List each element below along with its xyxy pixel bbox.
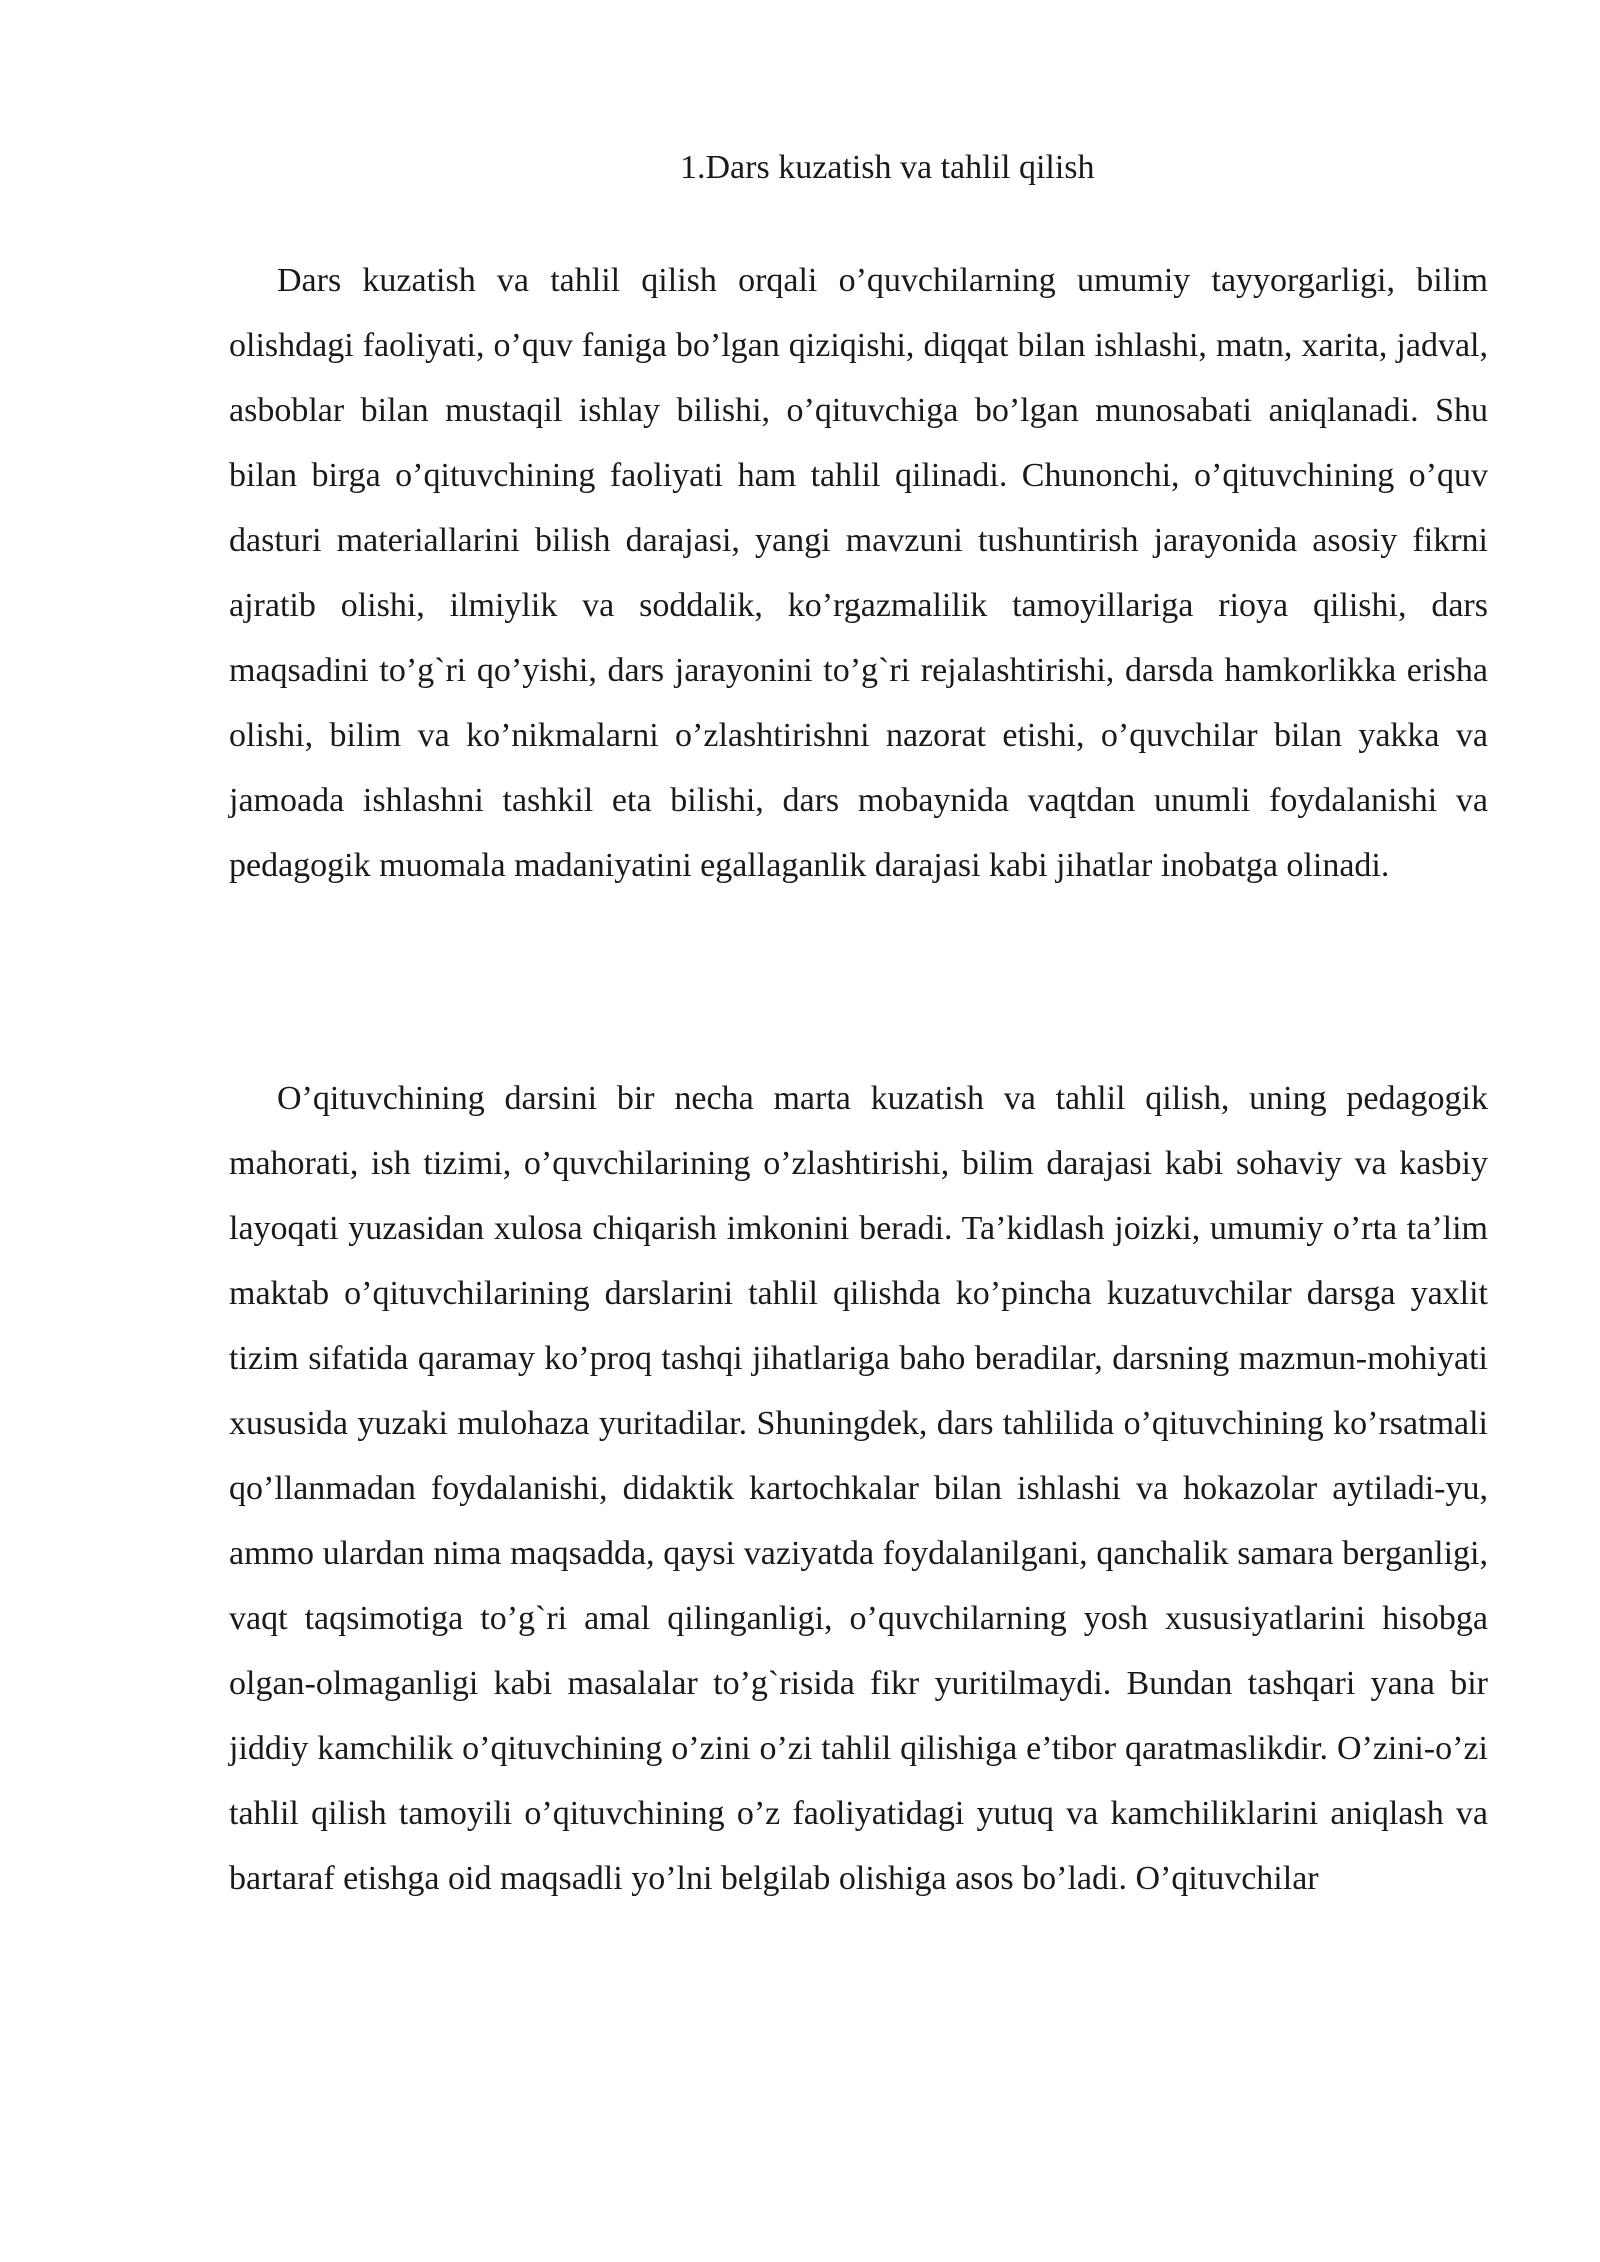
document-title: 1.Dars kuzatish va tahlil qilish xyxy=(680,149,1095,186)
paragraph-1: Dars kuzatish va tahlil qilish orqali o’quvchilarning umumiy tayyorgarligi, bilim olishdagi faoliyati, o’quv faniga bo’lgan qiziqishi, diqqat bilan ishlashi, matn, xarita, jadval, asboblar bilan mustaqil ishlay bilishi, o’qituvchiga bo’lgan munosabati aniqlanadi. Shu bilan birga o’qituvchining faoliyati ham tahlil qilinadi. Chunonchi, o’qituvchining o’quv dasturi materiallarini bilish darajasi, yangi mavzuni tushuntirish jarayonida asosiy fikrni ajratib olishi, ilmiylik va soddalik, ko’rgazmalilik tamoyillariga rioya qilishi, dars maqsadini to’g`ri qo’yishi, dars jarayonini to’g`ri rejalashtirishi, darsda hamkorlikka erisha olishi, bilim va ko’nikmalarni o’zlashtirishni nazorat etishi, o’quvchilar bilan yakka va jamoada ishlashni tashkil eta bilishi, dars mobaynida vaqtdan unumli foydalanishi va pedagogik muomala madaniyatini egallaganlik darajasi kabi jihatlar inobatga olinadi. xyxy=(229,262,1488,884)
paragraph-2: O’qituvchining darsini bir necha marta kuzatish va tahlil qilish, uning pedagogik mahorati, ish tizimi, o’quvchilarining o’zlashtirishi, bilim darajasi kabi sohaviy va kasbiy layoqati yuzasidan xulosa chiqarish imkonini beradi. Ta’kidlash joizki, umumiy o’rta ta’lim maktab o’qituvchilarining darslarini tahlil qilishda ko’pincha kuzatuvchilar darsga yaxlit tizim sifatida qaramay ko’proq tashqi jihatlariga baho beradilar, darsning mazmun-mohiyati xususida yuzaki mulohaza yuritadilar. Shuningdek, dars tahlilida o’qituvchining ko’rsatmali qo’llanmadan foydalanishi, didaktik kartochkalar bilan ishlashi va hokazolar aytiladi-yu, ammo ulardan nima maqsadda, qaysi vaziyatda foydalanilgani, qanchalik samara berganligi, vaqt taqsimotiga to’g`ri amal qilinganligi, o’quvchilarning yosh xususiyatlarini hisobga olgan-olmaganligi kabi masalalar to’g`risida fikr yuritilmaydi. Bundan tashqari yana bir jiddiy kamchilik o’qituvchining o’zini o’zi tahlil qilishiga e’tibor qaratmaslikdir. O’zini-o’zi tahlil qilish tamoyili o’qituvchining o’z faoliyatidagi yutuq va kamchiliklarini aniqlash va bartaraf etishga oid maqsadli yo’lni belgilab olishiga asos bo’ladi. O’qituvchilar xyxy=(229,1080,1488,1897)
